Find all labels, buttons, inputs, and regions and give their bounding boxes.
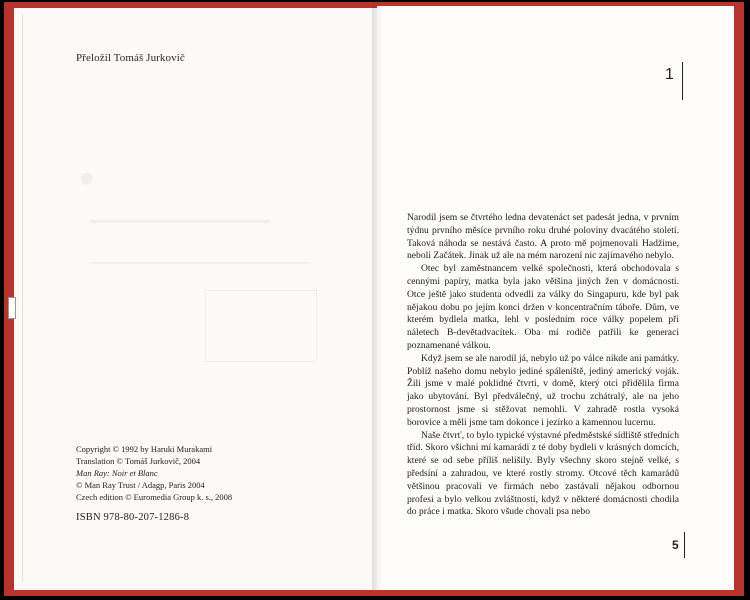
paragraph: Když jsem se ale narodil já, nebylo už po válce nikde ani památky. Poblíž našeho domu nebylo jediné spáleniště, jediný americký voják. Žili jsme v malé poklidné čtvrti, v domě, který otci přidělila firma jako ubytování. Byl předválečný, už trochu zchátralý, ale na jeho prostornost jsme si stěžovat nemohli. V zahradě rostla vysoká borovice a měli jsme tam dokonce i jezírko a kamennou lucernu.: [407, 352, 679, 428]
copyright-line: Man Ray: Noir et Blanc: [76, 468, 158, 478]
page-number-rule: [684, 532, 686, 558]
paragraph: Narodil jsem se čtvrtého ledna devatenáct set padesát jedna, v prvním týdnu prvního měsíce prvního roku druhé poloviny dvacátého století. Taková náhoda se nestává často. A proto mě pojmenovali Hadžime, neboli Začátek. Jinak už ale na mém narození nic zajímavého nebylo.: [407, 212, 679, 262]
chapter-rule: [682, 62, 684, 100]
bleed-through-box: [205, 290, 317, 362]
page-edge-line: [22, 14, 23, 582]
page-tab-marker: [8, 297, 16, 319]
bleed-through-shadow: ·: [75, 141, 99, 218]
copyright-line: Copyright © 1992 by Haruki Murakami: [76, 444, 213, 454]
bleed-through-line: [90, 220, 270, 223]
book-spine-shadow: [372, 6, 382, 590]
isbn: ISBN 978-80-207-1286-8: [76, 512, 190, 523]
page-number-text: 5: [672, 538, 679, 552]
paragraph: Naše čtvrť, to bylo typické výstavné předměstské sídliště středních tříd. Skoro všichni mí kamarádi z té doby bydleli v krásných domcích, které se od sebe příliš nelišily. Byly všechny skoro stejně velké, s předsíní a zahradou, ve které rostly stromy. Otcové těch kamarádů většinou pracovali ve firmách nebo zastávali nějakou odbornou profesi a bylo velkou zvláštností, když v některé domácnosti chodila do práce i matka. Skoro všude chovali psa nebo: [407, 429, 679, 518]
chapter-body: [407, 212, 679, 519]
copyright-line: Translation © Tomáš Jurkovič, 2004: [76, 456, 201, 466]
bleed-through-line: [90, 262, 310, 264]
chapter-heading: [665, 62, 683, 100]
chapter-number: 1: [665, 66, 674, 83]
copyright-line: © Man Ray Trust / Adagp, Paris 2004: [76, 480, 205, 490]
page-number: [672, 532, 685, 558]
copyright-line: Czech edition © Euromedia Group k. s., 2008: [76, 492, 233, 502]
translator-credit: Přeložil Tomáš Jurkovič: [76, 52, 185, 64]
copyright-block: [76, 443, 232, 503]
paragraph: Otec byl zaměstnancem velké společnosti, která obchodovala s cennými papíry, matka byla jako většina jiných žen v domácnosti. Otce ještě jako studenta odvedli za války do Singapuru, kde byl pak nějakou dobu po jejím konci držen v koncentračním táboře. Dům, ve kterém bydlela matka, lehl v posledním roce války popelem při náletech B-devětadvacítek. Oba mí rodiče patřili ke generaci poznamenané válkou.: [407, 263, 679, 351]
